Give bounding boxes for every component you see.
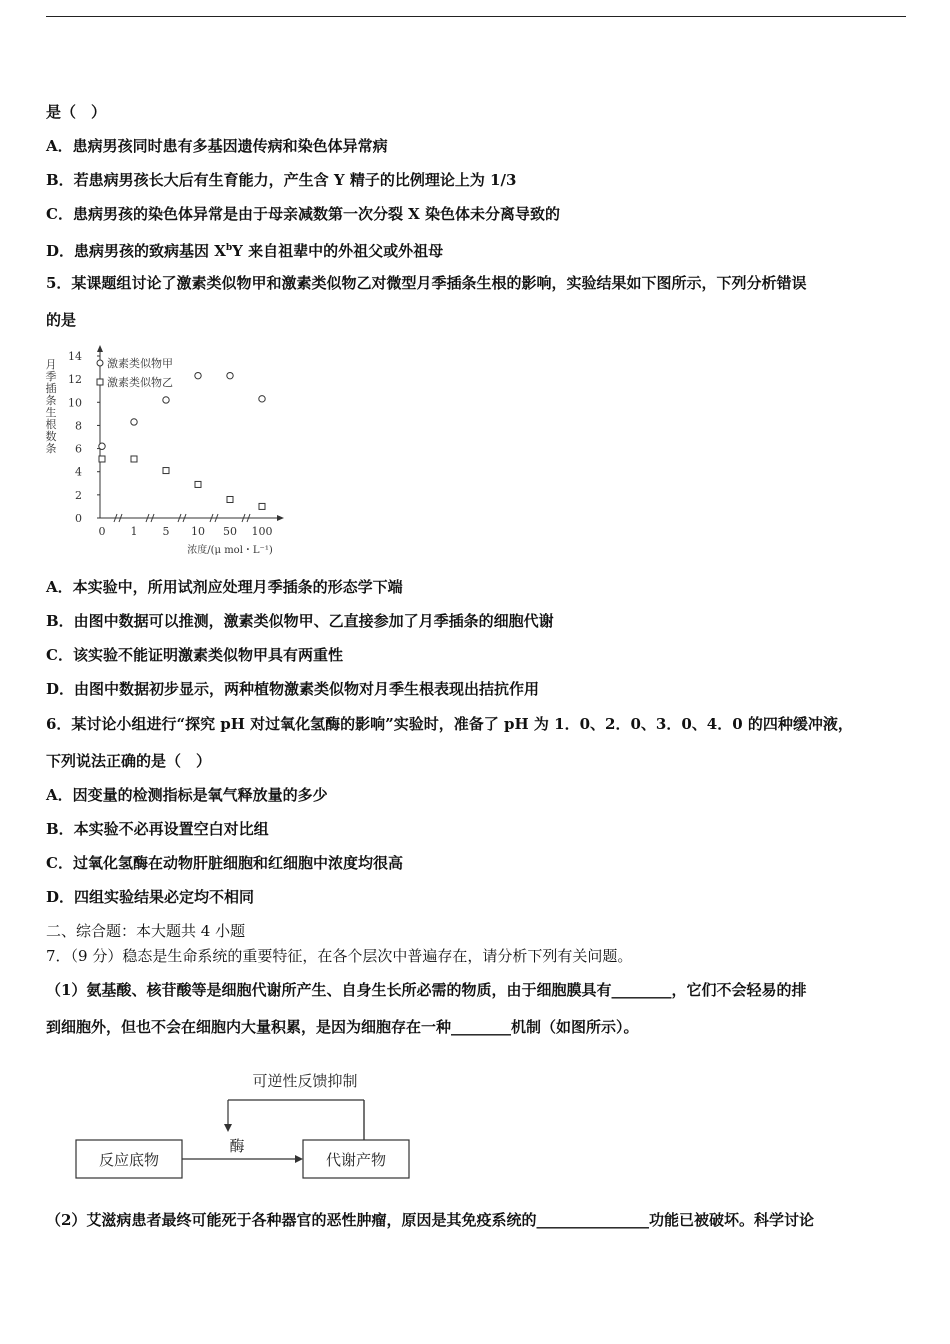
chart-legend <box>97 356 173 389</box>
y-axis-label-char: 月 <box>45 358 57 371</box>
q4-option-b: B．若患病男孩长大后有生育能力，产生含 Y 精子的比例理论上为 1/3 <box>46 171 517 189</box>
q6-stem-1: 6．某讨论小组进行“探究 pH 对过氧化氢酶的影响”实验时，准备了 pH 为 1．0、2．0、3．0、4．0 的四种缓冲液， <box>46 715 853 733</box>
x-tick-label: 100 <box>251 525 273 538</box>
q5-option-b: B．由图中数据可以推测，激素类似物甲、乙直接参加了月季插条的细胞代谢 <box>46 612 554 630</box>
y-tick-label: 4 <box>75 465 82 479</box>
q4d-text-post: Y 来自祖辈中的外祖父或外祖母 <box>232 242 444 260</box>
x-tick-label: 0 <box>98 525 106 538</box>
legend-marker-square <box>97 379 103 385</box>
q6-option-c: C．过氧化氢酶在动物肝脏细胞和红细胞中浓度均很高 <box>46 854 403 872</box>
data-point-series-a <box>227 372 233 378</box>
feedback-arrowhead <box>224 1124 232 1132</box>
rooting-scatter-chart <box>42 344 302 564</box>
y-tick-label: 0 <box>75 512 82 525</box>
data-point-series-a <box>163 397 169 403</box>
x-axis-arrow <box>277 515 284 521</box>
y-axis-label-char: 条 <box>45 442 57 455</box>
substrate-label: 反应底物 <box>98 1151 160 1169</box>
data-point-series-b <box>163 468 169 474</box>
data-point-series-a <box>99 443 105 449</box>
q7-part1-line1: （1）氨基酸、核苷酸等是细胞代谢所产生、自身生长所必需的物质，由于细胞膜具有________，它们不会轻易的排 <box>46 981 807 999</box>
q4d-superscript: b <box>225 243 233 253</box>
y-axis-arrow <box>97 345 103 352</box>
q6-option-d: D．四组实验结果必定均不相同 <box>46 888 255 906</box>
x-ticks <box>99 525 273 538</box>
q4-option-c: C．患病男孩的染色体异常是由于母亲减数第一次分裂 X 染色体未分离导致的 <box>46 205 561 223</box>
legend-label: 激素类似物甲 <box>107 357 173 370</box>
y-tick-label: 14 <box>68 350 82 363</box>
legend-label: 激素类似物乙 <box>107 376 173 389</box>
data-points <box>99 372 265 509</box>
x-tick-label: 10 <box>191 525 205 538</box>
y-tick-label: 6 <box>75 442 82 456</box>
data-point-series-a <box>195 372 201 378</box>
reaction-arrowhead <box>295 1155 303 1163</box>
y-axis-label-char: 根 <box>45 418 57 431</box>
y-tick-label: 10 <box>68 396 82 410</box>
y-axis-label-char: 插 <box>45 382 57 395</box>
data-point-series-b <box>195 481 201 487</box>
q4-option-d <box>46 238 443 261</box>
q7-part2-line1: （2）艾滋病患者最终可能死于各种器官的恶性肿瘤，原因是其免疫系统的_______________功能已被破坏。科学讨论 <box>46 1211 814 1229</box>
feedback-label: 可逆性反馈抑制 <box>252 1072 358 1090</box>
top-rule <box>46 16 906 17</box>
q4-stem-end: 是（ ） <box>46 103 107 121</box>
q5-option-c: C．该实验不能证明激素类似物甲具有两重性 <box>46 646 343 664</box>
q7-part1-line2: 到细胞外，但也不会在细胞内大量积累，是因为细胞存在一种________机制（如图所示）。 <box>46 1018 639 1036</box>
feedback-diagram <box>70 1060 420 1185</box>
y-axis-label-char: 数 <box>45 430 57 443</box>
enzyme-label: 酶 <box>229 1137 245 1155</box>
legend-marker-circle <box>97 360 103 366</box>
product-label: 代谢产物 <box>325 1151 387 1169</box>
x-tick-label: 5 <box>162 525 170 538</box>
q5-stem-2: 的是 <box>46 311 77 329</box>
y-tick-label: 2 <box>75 488 82 502</box>
data-point-series-b <box>99 456 105 462</box>
x-axis-label: 浓度/(μ mol・L⁻¹) <box>187 545 273 556</box>
section-2-heading: 二、综合题：本大题共 4 小题 <box>46 922 246 940</box>
x-tick-label: 50 <box>223 525 237 538</box>
data-point-series-b <box>131 456 137 462</box>
y-ticks <box>68 350 100 525</box>
y-axis-label-char: 条 <box>45 394 57 407</box>
y-tick-label: 8 <box>75 419 82 433</box>
data-point-series-a <box>259 396 265 402</box>
q5-option-a: A．本实验中，所用试剂应处理月季插条的形态学下端 <box>46 578 403 596</box>
x-tick-label: 1 <box>130 525 138 538</box>
q4d-text-pre: D．患病男孩的致病基因 X <box>46 242 226 260</box>
y-tick-label: 12 <box>68 373 82 387</box>
y-axis-label-char: 生 <box>45 406 57 419</box>
q6-option-a: A．因变量的检测指标是氧气释放量的多少 <box>46 786 328 804</box>
q6-option-b: B．本实验不必再设置空白对比组 <box>46 820 269 838</box>
y-axis-label <box>46 358 57 455</box>
q5-option-d: D．由图中数据初步显示，两种植物激素类似物对月季生根表现出拮抗作用 <box>46 680 540 698</box>
y-axis-label-char: 季 <box>45 370 57 383</box>
q4-option-a: A．患病男孩同时患有多基因遗传病和染色体异常病 <box>46 137 388 155</box>
data-point-series-b <box>227 496 233 502</box>
q6-stem-2: 下列说法正确的是（ ） <box>46 752 212 770</box>
data-point-series-a <box>131 419 137 425</box>
q5-stem-1: 5．某课题组讨论了激素类似物甲和激素类似物乙对微型月季插条生根的影响，实验结果如下图所示，下列分析错误 <box>46 274 807 292</box>
q7-stem: 7．（9 分）稳态是生命系统的重要特征，在各个层次中普遍存在，请分析下列有关问题。 <box>46 947 633 965</box>
data-point-series-b <box>259 503 265 509</box>
